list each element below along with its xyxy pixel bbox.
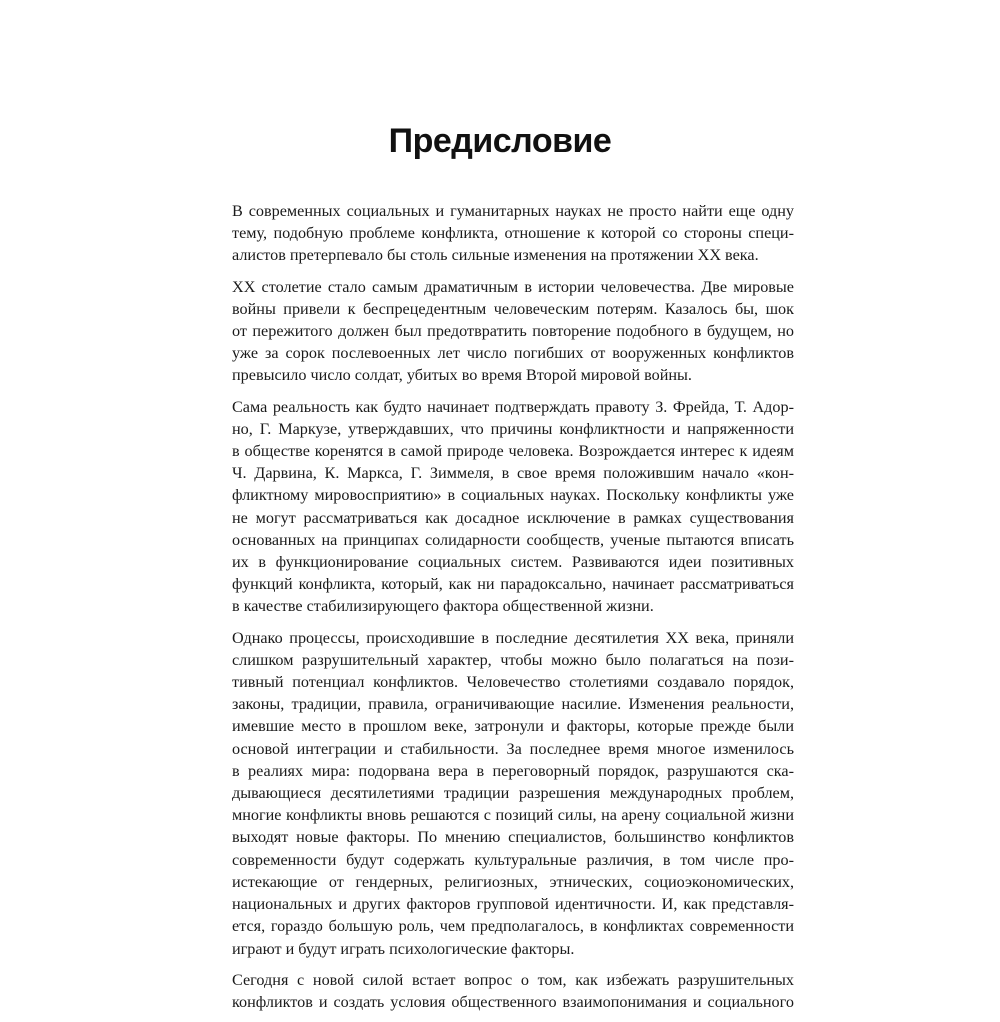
text-line: в обществе коренятся в самой природе человека. Возрождается интерес к идеям bbox=[232, 442, 794, 461]
text-line: В современных социальных и гуманитарных науках не просто найти еще одну bbox=[232, 202, 794, 220]
text-line: ется, гораздо большую роль, чем предполагалось, в конфликтах современности bbox=[232, 917, 794, 936]
body-text bbox=[232, 200, 794, 1022]
text-line: Сама реальность как будто начинает подтверждать правоту З. Фрейда, Т. Адор- bbox=[232, 397, 794, 416]
text-line: функций конфликта, который, как ни парадоксально, начинает рассматриваться bbox=[232, 575, 794, 594]
page-title: Предисловие bbox=[388, 121, 612, 160]
text-line: войны привели к беспрецедентным человеческим потерям. Казалось бы, шок bbox=[232, 299, 794, 318]
text-line: конфликтов и создать условия общественного взаимопонимания и социального bbox=[232, 992, 794, 1011]
text-line: имевшие место в прошлом веке, затронули и факторы, которые прежде были bbox=[232, 717, 794, 736]
paragraph bbox=[232, 969, 794, 1013]
text-line: основанных на принципах солидарности сообществ, ученые пытаются вписать bbox=[232, 530, 794, 549]
text-line: Сегодня с новой силой встает вопрос о том, как избежать разрушительных bbox=[232, 970, 794, 989]
text-line: уже за сорок послевоенных лет число погибших от вооруженных конфликтов bbox=[232, 344, 794, 363]
text-line: истекающие от гендерных, религиозных, этнических, социоэкономических, bbox=[232, 872, 794, 891]
text-line: превысило число солдат, убитых во время Второй мировой войны. bbox=[232, 366, 692, 385]
text-line: законы, традиции, правила, ограничивающие насилие. Изменения реальности, bbox=[232, 695, 794, 714]
paragraph bbox=[232, 276, 794, 387]
text-line: алистов претерпевало бы столь сильные изменения на протяжении XX века. bbox=[232, 246, 759, 265]
paragraph bbox=[232, 200, 794, 267]
paragraph bbox=[232, 396, 794, 618]
text-line: тему, подобную проблеме конфликта, отношение к которой со стороны специ- bbox=[232, 224, 794, 243]
text-line: основой интеграции и стабильности. За последнее время многое изменилось bbox=[232, 739, 794, 758]
text-line: тивный потенциал конфликтов. Человечество столетиями создавало порядок, bbox=[232, 673, 794, 692]
text-line: многие конфликты вновь решаются с позиций силы, на арену социальной жизни bbox=[232, 806, 794, 825]
text-line: дывающиеся десятилетиями традиции разрешения международных проблем, bbox=[232, 784, 794, 803]
text-line: от пережитого должен был предотвратить повторение подобного в будущем, но bbox=[232, 322, 794, 341]
text-line: не могут рассматриваться как досадное исключение в рамках существования bbox=[232, 508, 794, 527]
text-line: выходят новые факторы. По мнению специалистов, большинство конфликтов bbox=[232, 828, 794, 847]
text-line: Ч. Дарвина, К. Маркса, Г. Зиммеля, в свое время положившим начало «кон- bbox=[232, 464, 794, 483]
text-line: Однако процессы, происходившие в последние десятилетия XX века, приняли bbox=[232, 628, 794, 647]
text-line: в качестве стабилизирующего фактора общественной жизни. bbox=[232, 597, 654, 616]
text-line: XX столетие стало самым драматичным в истории человечества. Две мировые bbox=[232, 277, 794, 296]
text-line: современности будут содержать культуральные различия, в том числе про- bbox=[232, 850, 794, 869]
text-line: слишком разрушительный характер, чтобы можно было полагаться на пози- bbox=[232, 650, 794, 669]
text-line: их в функционирование социальных систем. Развиваются идеи позитивных bbox=[232, 553, 794, 572]
text-line: играют и будут играть психологические факторы. bbox=[232, 939, 575, 958]
text-line: национальных и других факторов групповой идентичности. И, как представля- bbox=[232, 895, 794, 914]
text-line: в реалиях мира: подорвана вера в переговорный порядок, разрушаются ска- bbox=[232, 761, 794, 780]
text-line: фликтному мировосприятию» в социальных науках. Поскольку конфликты уже bbox=[232, 486, 794, 505]
text-line: но, Г. Маркузе, утверждавших, что причины конфликтности и напряженности bbox=[232, 419, 794, 438]
paragraph bbox=[232, 627, 794, 960]
